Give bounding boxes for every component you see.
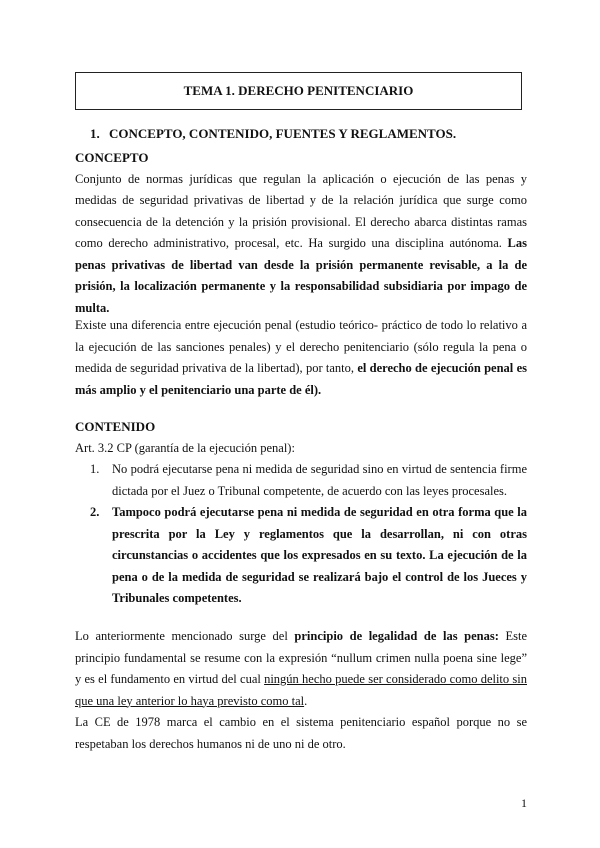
- concepto-heading: CONCEPTO: [75, 150, 149, 165]
- list-item-number: 1.: [90, 462, 100, 476]
- legalidad-underlined: ningún hecho puede ser considerado como delito sin que una ley anterior lo haya previsto como tal: [75, 672, 527, 708]
- ce-paragraph: La CE de 1978 marca el cambio en el sistema penitenciario español porque no se respetaban los derechos humanos ni de uno ni de otro.: [75, 715, 527, 751]
- section-heading: [90, 126, 456, 142]
- list-item-number: 2.: [90, 505, 100, 519]
- concepto-p2-text: Existe una diferencia entre ejecución penal (estudio teórico- práctico de todo lo relativo a la ejecución de las sanciones penales) y el derecho penitenciario (sólo regula la pena o medida de seguridad privativa de la libertad), por tanto,: [75, 318, 527, 375]
- legalidad-block: [75, 626, 527, 755]
- list-item-text: Tampoco podrá ejecutarse pena ni medida de seguridad en otra forma que la prescrita por la Ley y reglamentos que la desarrollan, ni con otras circunstancias o accidentes que los expresados en su texto. La ejecución de la pena o de la medida de seguridad se realizará bajo el control de los Jueces y Tribunales competentes.: [112, 505, 527, 605]
- document-title-box: [75, 72, 522, 110]
- concepto-paragraph-2: [75, 315, 527, 401]
- legalidad-text-d: .: [304, 693, 308, 708]
- article-list: [75, 459, 527, 610]
- concepto-paragraph-2-block: [75, 315, 527, 401]
- contenido-intro: Art. 3.2 CP (garantía de la ejecución penal):: [75, 440, 295, 455]
- section-label: CONCEPTO, CONTENIDO, FUENTES Y REGLAMENTOS.: [109, 126, 457, 141]
- concepto-paragraph-1: [75, 169, 527, 320]
- list-item-text: No podrá ejecutarse pena ni medida de seguridad sino en virtud de sentencia firme dictada por el Juez o Tribunal competente, de acuerdo con las leyes procesales.: [112, 462, 527, 498]
- legalidad-principle: principio de legalidad de las penas:: [294, 629, 499, 643]
- list-item: [75, 502, 527, 610]
- legalidad-text-c: Este principio fundamental se resume con la expresión “nullum crimen nulla poena sine lege” y es el fundamento en virtud del cual: [75, 629, 527, 686]
- concepto-p1-bold: Las penas privativas de libertad van desde la prisión permanente revisable, a la de prisión, la localización permanente y la responsabilidad subsidiaria por impago de multa.: [75, 236, 527, 315]
- concepto-p1-text: Conjunto de normas jurídicas que regulan la aplicación o ejecución de las penas y medidas de seguridad privativas de libertad y de la relación jurídica que surge como consecuencia de la detención y la prisión provisional. El derecho abarca distintas ramas como derecho administrativo, procesal, etc. Ha surgido una disciplina autónoma.: [75, 171, 527, 250]
- page-number: 1: [521, 796, 527, 810]
- legalidad-text-a: Lo anteriormente mencionado surge del: [75, 629, 295, 643]
- concepto-p2-bold: el derecho de ejecución penal es más amplio y el penitenciario una parte de él).: [75, 361, 527, 397]
- contenido-section: [75, 416, 527, 610]
- section-number: 1.: [90, 126, 100, 141]
- contenido-heading: CONTENIDO: [75, 419, 156, 434]
- document-title: TEMA 1. DERECHO PENITENCIARIO: [183, 83, 414, 98]
- concepto-section: [75, 147, 527, 319]
- legalidad-paragraph: [75, 626, 527, 712]
- list-item: [75, 459, 527, 502]
